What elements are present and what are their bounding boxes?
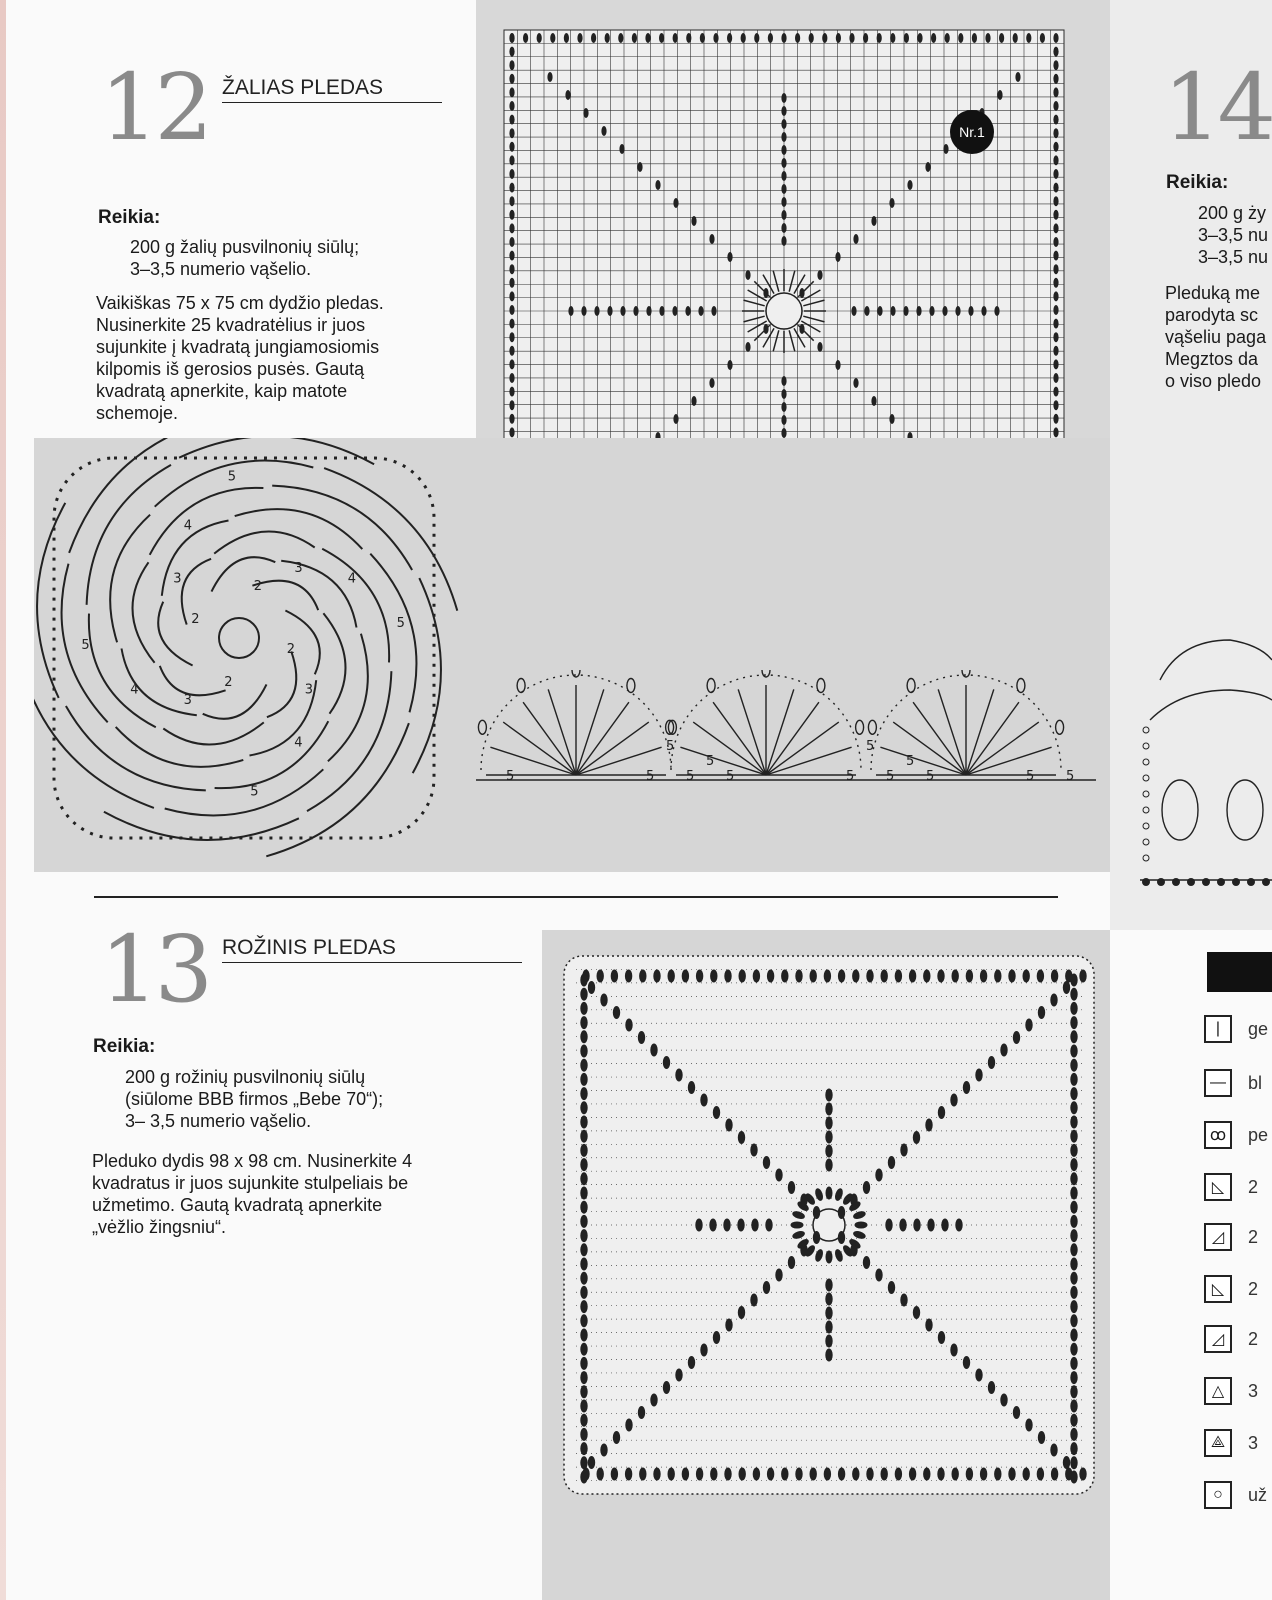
legend-symbol-icon: ꝏ (1204, 1121, 1232, 1149)
round-number-label: 2 (253, 579, 263, 595)
description-line: kvadratus ir juos sujunkite stulpeliais be (92, 1173, 409, 1193)
legend-text: 3 (1248, 1432, 1259, 1453)
legend-symbol-icon: | (1204, 1015, 1232, 1043)
legend-text: už (1248, 1484, 1268, 1505)
round-number-label: 3 (304, 682, 314, 698)
border-count-label: 5 (1026, 769, 1035, 784)
legend-symbol-icon: ◿ (1204, 1325, 1232, 1353)
round-number-label: 5 (396, 615, 405, 631)
legend-row (1204, 1322, 1272, 1356)
section-12-title: ŽALIAS PLEDAS (222, 76, 442, 103)
legend-text: ge (1248, 1018, 1269, 1039)
border-count-label: 5 (886, 769, 895, 784)
material-line: 200 g žalių pusvilnonių siūlų; (130, 237, 360, 257)
legend-row (1204, 1118, 1272, 1152)
legend-text: 3 (1248, 1380, 1259, 1401)
legend-text: 2 (1248, 1226, 1259, 1247)
description-line: vąšeliu paga (1165, 327, 1267, 347)
legend-symbol-icon: ○ (1204, 1481, 1232, 1509)
legend-symbol-icon: — (1204, 1069, 1232, 1097)
material-line: 200 g rožinių pusvilnonių siūlų (125, 1067, 366, 1087)
section-13-title: ROŽINIS PLEDAS (222, 936, 522, 963)
border-count-label: 5 (1066, 769, 1075, 784)
legend-row (1204, 1012, 1272, 1046)
border-count-label: 5 (686, 769, 695, 784)
legend-row (1204, 1478, 1272, 1512)
description-line: užmetimo. Gautą kvadratą apnerkite (92, 1195, 383, 1215)
section-14-number: 14 (1163, 54, 1272, 161)
edging-diagram (466, 670, 1106, 810)
section-divider (94, 896, 1058, 898)
round-number-label: 2 (224, 674, 233, 690)
border-count-label: 5 (646, 769, 655, 784)
description-line: Nusinerkite 25 kvadratėlius ir juos (96, 315, 366, 335)
legend-symbol-icon: ⟁ (1204, 1429, 1232, 1457)
legend-row (1204, 1066, 1272, 1100)
description-line: kilpomis iš gerosios pusės. Gautą (96, 359, 365, 379)
section-12-materials (130, 236, 359, 280)
section-13-materials (125, 1066, 383, 1132)
section-13-description (92, 1150, 412, 1238)
round-number-label: 5 (227, 469, 237, 485)
material-line: (siūlome BBB firmos „Bebe 70“); (125, 1089, 384, 1109)
round-number-label: 5 (81, 638, 90, 654)
legend-row (1204, 1272, 1272, 1306)
border-count-label: 5 (846, 769, 855, 784)
round-number-label: 4 (347, 571, 356, 587)
legend-text: 2 (1248, 1328, 1259, 1349)
legend-row (1204, 1426, 1272, 1460)
material-line: 3– 3,5 numerio vąšelio. (125, 1111, 312, 1131)
material-line: 3–3,5 nu (1198, 225, 1269, 245)
chart-badge: Nr.1 (950, 110, 994, 154)
round-number-label: 2 (286, 641, 296, 657)
description-line: Vaikiškas 75 x 75 cm dydžio pledas. (96, 293, 384, 313)
section-12-number: 12 (100, 54, 210, 161)
round-number-label: 4 (294, 735, 303, 751)
border-count-label: 5 (906, 754, 915, 769)
description-line: o viso pledo (1165, 371, 1262, 391)
legend-row (1204, 1374, 1272, 1408)
border-count-label: 5 (506, 769, 515, 784)
round-number-label: 5 (250, 784, 259, 800)
section-12-description (96, 292, 384, 424)
description-line: Pleduko dydis 98 x 98 cm. Nusinerkite 4 (92, 1151, 413, 1171)
legend-row (1204, 1170, 1272, 1204)
legend-text: 2 (1248, 1278, 1259, 1299)
legend-text: 2 (1248, 1176, 1259, 1197)
square-motif-diagram (542, 930, 1110, 1600)
round-number-label: 4 (130, 682, 139, 698)
round-number-label: 4 (183, 518, 192, 534)
section-14-needs-label: Reikia: (1166, 172, 1229, 193)
description-line: sujunkite į kvadratą jungiamosiomis (96, 337, 380, 357)
round-number-label: 3 (173, 571, 182, 587)
section-14-description (1165, 282, 1266, 392)
round-number-label: 3 (294, 561, 303, 577)
section-14-partial-diagram (1140, 620, 1272, 900)
border-count-label: 5 (706, 754, 715, 769)
description-line: Pleduką me (1165, 283, 1261, 303)
description-line: kvadratą apnerkite, kaip matote (96, 381, 348, 401)
legend-symbol-icon: ◺ (1204, 1275, 1232, 1303)
section-12-needs-label: Reikia: (98, 207, 161, 228)
legend-text: pe (1248, 1124, 1269, 1145)
description-line: parodyta sc (1165, 305, 1259, 325)
page-edge (0, 0, 6, 1600)
description-line: „vėžlio žingsniu“. (92, 1217, 227, 1237)
material-line: 200 g ży (1198, 203, 1267, 223)
legend-symbol-icon: ◿ (1204, 1223, 1232, 1251)
legend-text: bl (1248, 1072, 1263, 1093)
round-number-label: 3 (183, 692, 192, 708)
legend-symbol-icon: △ (1204, 1377, 1232, 1405)
swirl-square-diagram (34, 438, 474, 872)
description-line: Megztos da (1165, 349, 1259, 369)
section-13-needs-label: Reikia: (93, 1036, 156, 1057)
border-count-label: 5 (726, 769, 735, 784)
legend-symbol-icon: ◺ (1204, 1173, 1232, 1201)
legend-header (1207, 952, 1272, 992)
border-count-label: 5 (926, 769, 935, 784)
round-number-label: 2 (191, 612, 200, 628)
legend-row (1204, 1220, 1272, 1254)
material-line: 3–3,5 numerio vąšelio. (130, 259, 312, 279)
border-count-label: 5 (666, 739, 675, 754)
section-14-materials (1198, 202, 1268, 268)
description-line: schemoje. (96, 403, 179, 423)
section-13-number: 13 (100, 916, 210, 1023)
material-line: 3–3,5 nu (1198, 247, 1269, 267)
border-count-label: 5 (866, 739, 875, 754)
